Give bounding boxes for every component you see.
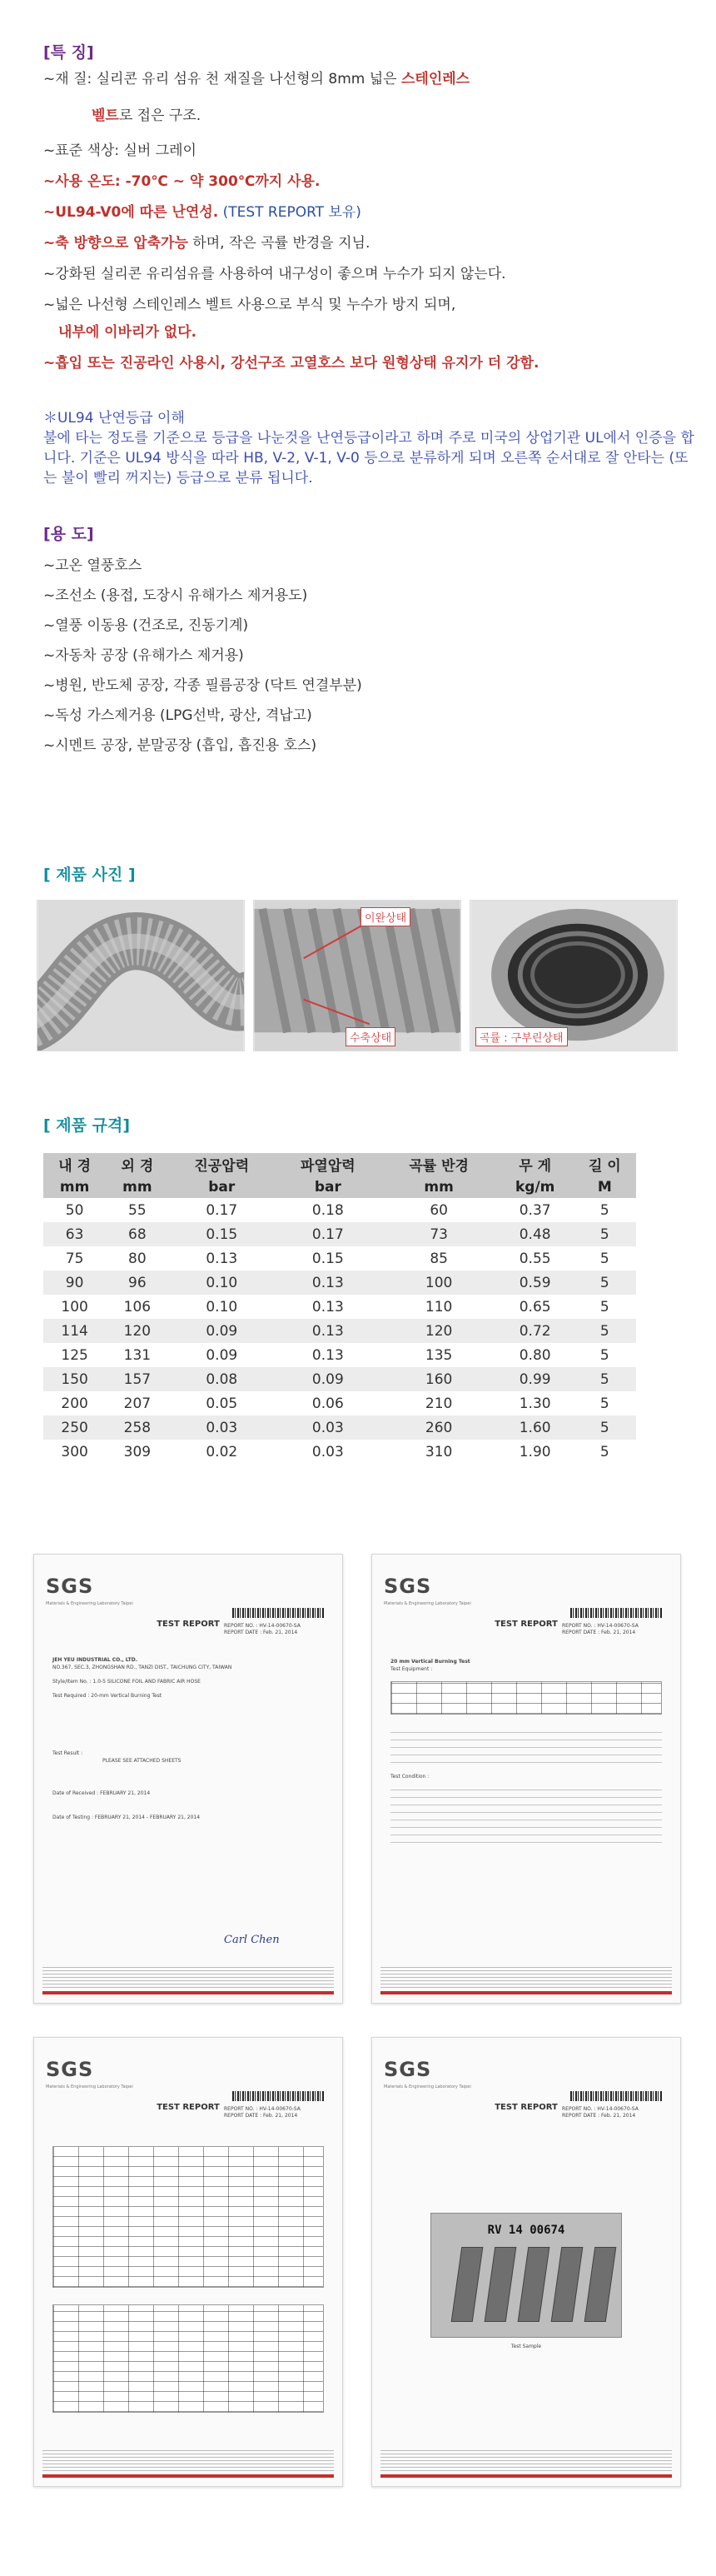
- barcode-icon: [570, 2091, 662, 2101]
- specs-title: [ 제품 규격]: [43, 1116, 131, 1135]
- hose-coiled-image: [37, 901, 244, 1051]
- report-test: [52, 1692, 324, 1700]
- report-date: REPORT DATE : Feb. 21, 2014: [562, 2113, 636, 2119]
- spec-cell: 0.08: [169, 1367, 276, 1391]
- spec-cell: 100: [61, 1298, 88, 1315]
- report-company: JEH YEU INDUSTRIAL CO., LTD.: [52, 1657, 137, 1663]
- report-received-label: Date of Received :: [52, 1790, 99, 1796]
- spec-table: [43, 1153, 636, 1464]
- feature-material-prefix: ~재 질: 실리콘 유리 섬유 천 재질을 나선형의 8mm 넓은: [43, 71, 401, 87]
- spec-header-name: 진공압력: [169, 1153, 276, 1176]
- feature-temp: ~사용 온도: -70℃ ~ 약 300℃까지 사용.: [43, 173, 321, 190]
- usage-item: ~열풍 이동용 (건조로, 진동기계): [43, 617, 249, 634]
- spec-cell: 260: [381, 1415, 497, 1440]
- spec-cell: 0.02: [206, 1443, 238, 1460]
- photos-title: [ 제품 사진 ]: [43, 866, 136, 884]
- sgs-logo: SGS: [384, 2058, 432, 2081]
- photo-hose-coiled: [37, 900, 245, 1051]
- report-heading: TEST REPORT: [157, 2103, 220, 2112]
- ul94-body: 불에 타는 정도를 기준으로 등급을 나눈것을 난연등급이라고 하며 주로 미국의 상업기관 UL에서 인증을 합니다. 기준은 UL94 방식을 따라 HB, V-2, V-1, V-0 등으로 분류하게 되며 오른쪽 순서대로 잘 안타는 (또는 불이 빨리 꺼지는) 등급으로 분류 됩니다.: [43, 430, 694, 487]
- sgs-logo: SGS: [384, 1575, 432, 1598]
- feature-material-suffix: 로 접은 구조.: [118, 107, 201, 124]
- report-result-label: Test Result :: [52, 1750, 83, 1756]
- spec-row: [43, 1271, 636, 1295]
- spec-cell: 75: [65, 1250, 84, 1267]
- spec-cell: 5: [574, 1415, 636, 1440]
- lab-name: Materials & Engineering Laboratory Taipei: [46, 1601, 133, 1606]
- feature-flame: [43, 203, 361, 222]
- barcode-icon: [570, 1608, 662, 1618]
- report-footer: [42, 1966, 334, 1988]
- sgs-logo: SGS: [46, 2058, 94, 2081]
- spec-header-unit: mm: [43, 1176, 106, 1198]
- results-table-1: [52, 2146, 324, 2288]
- photo-hose-bent: [470, 900, 678, 1051]
- spec-header-unit: M: [574, 1176, 636, 1198]
- spec-cell: 310: [425, 1443, 453, 1460]
- spec-cell: 68: [106, 1222, 168, 1246]
- spec-cell: 207: [123, 1395, 152, 1412]
- report-meta: [562, 2106, 662, 2119]
- report-date: REPORT DATE : Feb. 21, 2014: [562, 1630, 636, 1635]
- spec-cell: 1.30: [519, 1395, 551, 1412]
- spec-cell: 5: [599, 1443, 609, 1460]
- report-page-1: [33, 1554, 343, 2004]
- spec-header-unit: bar: [275, 1176, 381, 1198]
- spec-header-name: 곡률 반경: [381, 1153, 497, 1176]
- report-footer-bar: [380, 2474, 672, 2478]
- spec-cell: 157: [106, 1367, 168, 1391]
- spec-cell: 114: [43, 1319, 106, 1343]
- barcode-icon: [232, 2091, 324, 2101]
- report-date: REPORT DATE : Feb. 21, 2014: [224, 1630, 298, 1635]
- spec-cell: 0.03: [169, 1415, 276, 1440]
- spec-cell: 80: [128, 1250, 147, 1267]
- spec-cell: 0.65: [519, 1298, 551, 1315]
- photo-hose-tension: [253, 900, 461, 1051]
- report-footer-bar: [380, 1991, 672, 1994]
- usage-item: ~시멘트 공장, 분말공장 (흡입, 흡진용 호스): [43, 737, 317, 754]
- report-testing: [52, 1814, 324, 1821]
- spec-cell: 0.05: [206, 1395, 238, 1412]
- spec-cell: 0.48: [497, 1222, 574, 1246]
- spec-cell: 63: [43, 1222, 106, 1246]
- spec-row: [43, 1222, 636, 1246]
- report-testing-value: FEBRUARY 21, 2014 - FEBRUARY 21, 2014: [94, 1815, 201, 1820]
- spec-header-units: [43, 1176, 636, 1198]
- sgs-logo: SGS: [46, 1575, 94, 1598]
- report-meta: [562, 1623, 662, 1636]
- usage-title: [용 도]: [43, 525, 94, 543]
- spec-cell: 0.10: [169, 1271, 276, 1295]
- spec-cell: 300: [61, 1443, 88, 1460]
- report-footer: [380, 1966, 672, 1988]
- spec-cell: 0.15: [311, 1250, 344, 1267]
- feature-compress-suffix: 하며, 작은 곡률 반경을 지님.: [192, 235, 370, 252]
- spec-cell: 0.09: [275, 1367, 381, 1391]
- spec-cell: 5: [574, 1367, 636, 1391]
- spec-cell: 0.37: [519, 1201, 551, 1219]
- feature-durability: ~강화된 실리콘 유리섬유를 사용하여 내구성이 좋으며 누수가 되지 않는다.: [43, 266, 506, 282]
- spec-cell: 0.80: [519, 1346, 551, 1364]
- sample-strip: [518, 2247, 550, 2322]
- report-page-4: [371, 2037, 681, 2487]
- ul94-head: ＊UL94 난연등급 이해: [43, 410, 185, 427]
- report-page2-title: 20 mm Vertical Burning Test: [390, 1659, 470, 1665]
- report-received-value: FEBRUARY 21, 2014: [100, 1790, 151, 1796]
- equipment-table: [390, 1681, 662, 1715]
- feature-color: ~표준 색상: 실버 그레이: [43, 142, 196, 159]
- spec-cell: 5: [599, 1250, 609, 1267]
- feature-material-cont: [92, 107, 201, 125]
- sample-strip: [584, 2247, 617, 2322]
- signature: Carl Chen: [224, 1934, 280, 1946]
- spec-cell: 135: [425, 1346, 453, 1364]
- spec-cell: 5: [574, 1271, 636, 1295]
- spec-row: [43, 1246, 636, 1271]
- spec-header-unit: mm: [106, 1176, 168, 1198]
- spec-cell: 131: [123, 1346, 152, 1364]
- report-heading: TEST REPORT: [495, 2103, 558, 2112]
- spec-row: [43, 1415, 636, 1440]
- spec-header-unit: kg/m: [497, 1176, 574, 1198]
- report-footer-bar: [42, 2474, 334, 2478]
- spec-cell: 0.03: [311, 1443, 344, 1460]
- spec-cell: 0.13: [275, 1271, 381, 1295]
- spec-cell: 100: [381, 1271, 497, 1295]
- report-received: [52, 1790, 324, 1797]
- spec-cell: 125: [61, 1346, 88, 1364]
- report-page-3: [33, 2037, 343, 2487]
- report-style-value: 1.0-5 SILICONE FOIL AND FABRIC AIR HOSE: [92, 1679, 201, 1685]
- spec-cell: 5: [599, 1201, 609, 1219]
- report-meta: [224, 2106, 324, 2119]
- sample-caption: Test Sample: [510, 2344, 542, 2349]
- spec-header-name: 무 게: [497, 1153, 574, 1176]
- spec-header-unit: bar: [169, 1176, 276, 1198]
- feature-suction: ~흡입 또는 진공라인 사용시, 강선구조 고열호스 보다 원형상태 유지가 더 강함.: [43, 355, 539, 372]
- report-style-label: Style/Item No. :: [52, 1679, 92, 1685]
- spec-cell: 120: [106, 1319, 168, 1343]
- spec-cell: 150: [43, 1367, 106, 1391]
- spec-cell: 0.03: [275, 1415, 381, 1440]
- report-number: REPORT NO. : HV-14-00670-SA: [562, 1623, 639, 1629]
- spec-cell: 5: [574, 1222, 636, 1246]
- report-page-2: [371, 1554, 681, 2004]
- spec-cell: 0.55: [519, 1250, 551, 1267]
- results-table-2: [52, 2304, 324, 2413]
- label-tension: 이완상태: [360, 907, 410, 926]
- spec-cell: 5: [599, 1298, 609, 1315]
- report-test-label: Test Required :: [52, 1693, 90, 1699]
- spec-cell: 120: [381, 1319, 497, 1343]
- report-env-lines: [390, 1730, 662, 1763]
- spec-cell: 1.90: [519, 1443, 551, 1460]
- spec-header-unit: mm: [381, 1176, 497, 1198]
- report-date: REPORT DATE : Feb. 21, 2014: [224, 2113, 298, 2119]
- feature-flame-suffix: (TEST REPORT 보유): [222, 204, 361, 221]
- feature-material: [43, 70, 470, 88]
- report-style: [52, 1678, 324, 1685]
- spec-cell: 0.99: [497, 1367, 574, 1391]
- spec-cell: 0.13: [206, 1250, 238, 1267]
- spec-cell: 250: [43, 1415, 106, 1440]
- spec-cell: 0.59: [497, 1271, 574, 1295]
- lab-name: Materials & Engineering Laboratory Taipei: [384, 2084, 471, 2089]
- usage-item: ~독성 가스제거용 (LPG선박, 광산, 격납고): [43, 707, 312, 724]
- feature-material-highlight-1: 스테인레스: [400, 71, 470, 87]
- spec-cell: 0.13: [311, 1346, 344, 1364]
- report-result-value: PLEASE SEE ATTACHED SHEETS: [102, 1758, 181, 1764]
- features-title: [특 징]: [43, 43, 94, 62]
- label-radius: 곡률 : 구부린상태: [475, 1027, 568, 1046]
- spec-cell: 110: [425, 1298, 453, 1315]
- sample-strip: [485, 2247, 517, 2322]
- report-address: NO.367, SEC.3, ZHONGSHAN RD., TANZI DIST., TAICHUNG CITY, TAIWAN: [52, 1665, 232, 1670]
- spec-row: [43, 1367, 636, 1391]
- spec-cell: 5: [599, 1395, 609, 1412]
- spec-header-name: 외 경: [106, 1153, 168, 1176]
- spec-cell: 309: [123, 1443, 152, 1460]
- feature-compress-highlight: ~축 방향으로 압축가능: [43, 235, 188, 252]
- spec-cell: 0.10: [206, 1298, 238, 1315]
- usage-item: ~고온 열풍호스: [43, 557, 142, 574]
- spec-cell: 210: [425, 1395, 453, 1412]
- report-condition-lines: [390, 1785, 662, 1843]
- lab-name: Materials & Engineering Laboratory Taipei: [46, 2084, 133, 2089]
- spec-header-name: 길 이: [574, 1153, 636, 1176]
- report-test-value: 20-mm Vertical Burning Test: [91, 1693, 162, 1699]
- report-testing-label: Date of Testing :: [52, 1815, 93, 1820]
- spec-cell: 50: [65, 1201, 84, 1219]
- spec-cell: 0.09: [169, 1319, 276, 1343]
- spec-row: [43, 1295, 636, 1319]
- spec-cell: 160: [381, 1367, 497, 1391]
- spec-cell: 106: [123, 1298, 152, 1315]
- feature-material-highlight-2: 벨트: [92, 107, 119, 124]
- report-heading: TEST REPORT: [495, 1620, 558, 1629]
- report-number: REPORT NO. : HV-14-00670-SA: [224, 1623, 301, 1629]
- usage-item: ~자동차 공장 (유해가스 제거용): [43, 647, 244, 664]
- feature-compress: [43, 234, 370, 252]
- spec-cell: 0.17: [206, 1201, 238, 1219]
- feature-belt-2: 내부에 이바리가 없다.: [58, 324, 197, 341]
- ul94-note: [43, 408, 701, 488]
- sample-strip: [451, 2247, 484, 2322]
- spec-row: [43, 1440, 636, 1464]
- report-heading: TEST REPORT: [157, 1620, 220, 1629]
- spec-header-name: 파열압력: [275, 1153, 381, 1176]
- spec-row: [43, 1319, 636, 1343]
- spec-cell: 200: [61, 1395, 88, 1412]
- test-sample-photo: [430, 2213, 622, 2338]
- report-footer: [42, 2449, 334, 2471]
- spec-cell: 85: [430, 1250, 448, 1267]
- spec-row: [43, 1198, 636, 1222]
- spec-row: [43, 1391, 636, 1415]
- report-number: REPORT NO. : HV-14-00670-SA: [224, 2106, 301, 2112]
- report-footer: [380, 2449, 672, 2471]
- usage-item: ~병원, 반도체 공장, 각종 필름공장 (닥트 연결부분): [43, 677, 362, 694]
- report-meta: [224, 1623, 324, 1636]
- spec-cell: 90: [43, 1271, 106, 1295]
- spec-cell: 73: [381, 1222, 497, 1246]
- spec-cell: 0.18: [311, 1201, 344, 1219]
- report-result: [52, 1750, 324, 1757]
- spec-header-name: 내 경: [43, 1153, 106, 1176]
- spec-cell: 0.06: [311, 1395, 344, 1412]
- spec-cell: 0.13: [275, 1319, 381, 1343]
- spec-cell: 55: [128, 1201, 147, 1219]
- usage-item: ~조선소 (용접, 도장시 유해가스 제거용도): [43, 587, 308, 604]
- spec-cell: 60: [430, 1201, 448, 1219]
- spec-cell: 0.17: [275, 1222, 381, 1246]
- spec-cell: 5: [599, 1346, 609, 1364]
- report-conditions: Test Condition :: [390, 1774, 430, 1780]
- spec-cell: 0.09: [206, 1346, 238, 1364]
- report-test-title: [390, 1658, 662, 1673]
- report-footer-bar: [42, 1991, 334, 1994]
- feature-belt-1: ~넓은 나선형 스테인레스 벨트 사용으로 부식 및 누수가 방지 되며,: [43, 297, 456, 313]
- report-company-block: [52, 1656, 324, 1821]
- spec-cell: 0.15: [169, 1222, 276, 1246]
- sample-strip: [551, 2247, 584, 2322]
- spec-cell: 96: [106, 1271, 168, 1295]
- report-equipment: Test Equipment :: [390, 1666, 433, 1672]
- feature-flame-highlight: ~UL94-V0에 따른 난연성.: [43, 204, 219, 221]
- spec-cell: 0.72: [497, 1319, 574, 1343]
- report-number: REPORT NO. : HV-14-00670-SA: [562, 2106, 639, 2112]
- spec-cell: 0.13: [311, 1298, 344, 1315]
- spec-cell: 258: [106, 1415, 168, 1440]
- spec-row: [43, 1343, 636, 1367]
- lab-name: Materials & Engineering Laboratory Taipei: [384, 1601, 471, 1606]
- spec-cell: 5: [574, 1319, 636, 1343]
- sample-code: RV 14 00674: [487, 2224, 565, 2237]
- spec-header-names: [43, 1153, 636, 1176]
- spec-cell: 1.60: [497, 1415, 574, 1440]
- barcode-icon: [232, 1608, 324, 1618]
- spec-body: [43, 1198, 636, 1464]
- label-compressed: 수축상태: [346, 1027, 395, 1046]
